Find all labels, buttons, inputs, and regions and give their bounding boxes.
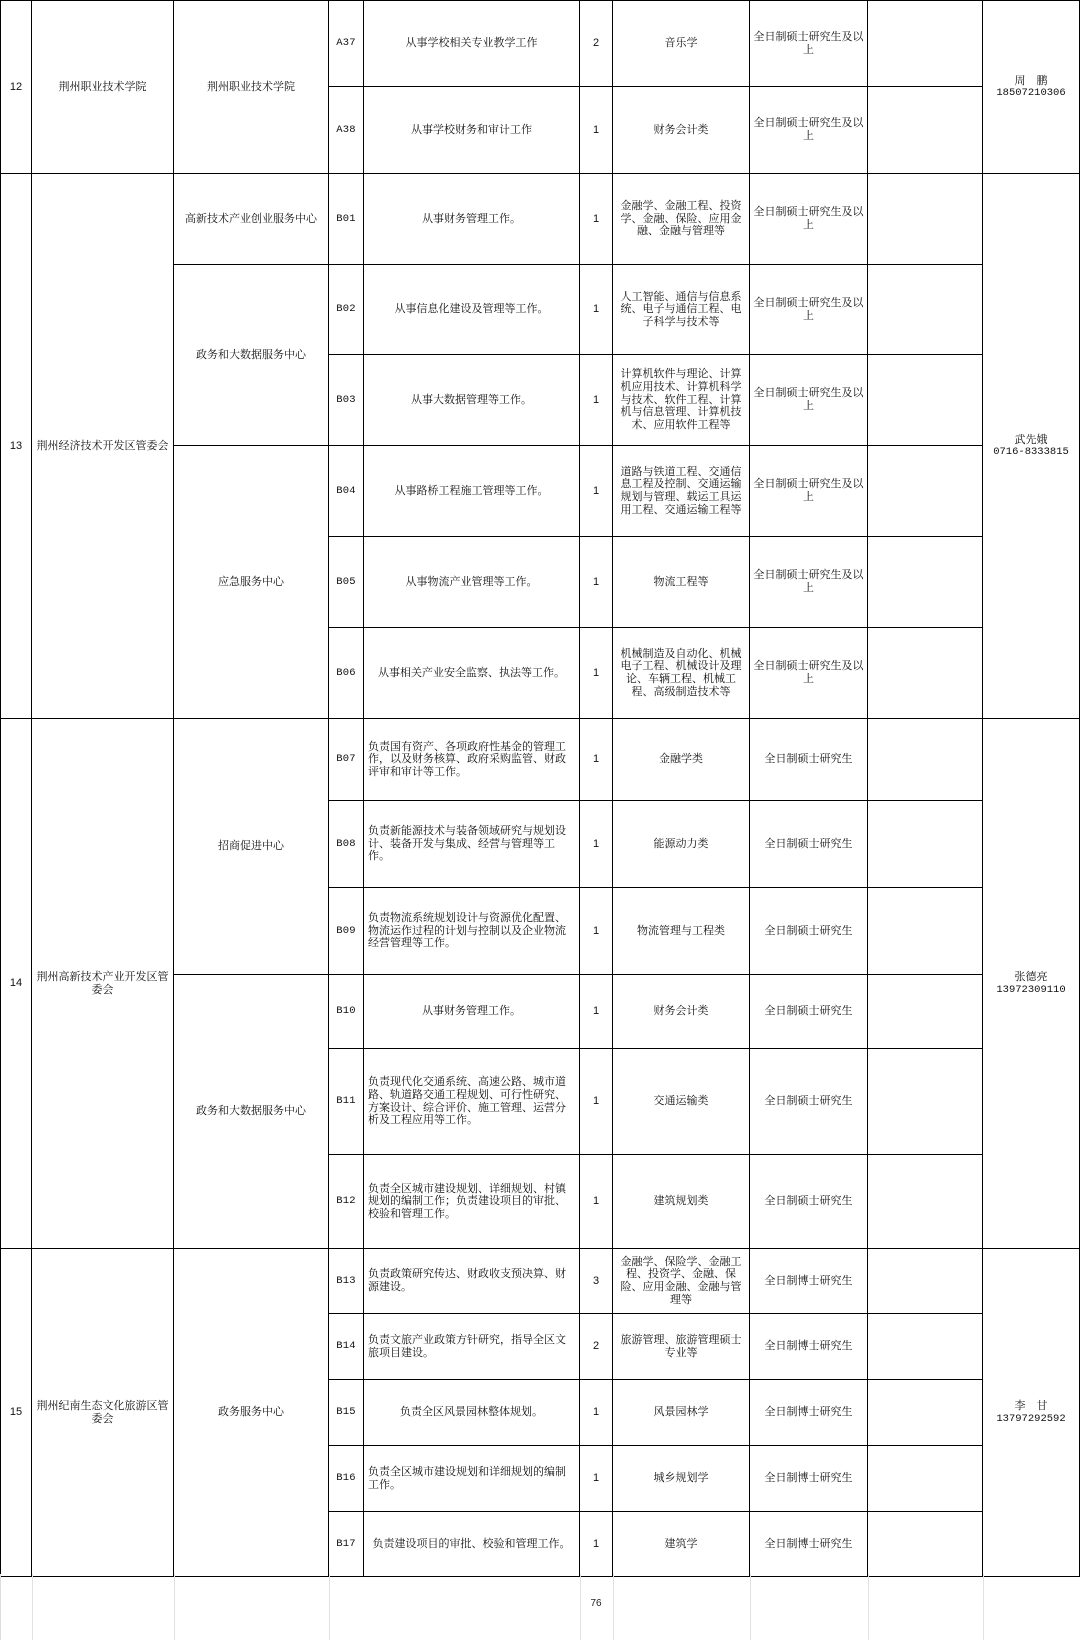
headcount: 1 (580, 355, 613, 446)
major-requirement: 建筑规划类 (613, 1155, 750, 1249)
contact-cell (983, 1249, 1080, 1577)
group-number: 14 (1, 719, 32, 1249)
remarks-cell (868, 265, 983, 355)
major-requirement: 计算机软件与理论、计算机应用技术、计算机科学与技术、软件工程、计算机与信息管理、计算机技术、应用软件工程等 (613, 355, 750, 446)
remarks-cell (868, 537, 983, 628)
remarks-cell (868, 1446, 983, 1512)
contact-phone: 0716-8333815 (993, 446, 1069, 459)
major-requirement: 物流工程等 (613, 537, 750, 628)
headcount: 1 (580, 1380, 613, 1446)
education-requirement: 全日制硕士研究生 (750, 1049, 868, 1155)
department-name: 政务和大数据服务中心 (174, 265, 329, 446)
education-requirement: 全日制硕士研究生及以上 (750, 265, 868, 355)
major-requirement: 能源动力类 (613, 801, 750, 888)
department-name: 荆州职业技术学院 (174, 1, 329, 174)
major-requirement: 金融学类 (613, 719, 750, 801)
remarks-cell (868, 1155, 983, 1249)
remarks-cell (868, 1512, 983, 1577)
education-requirement: 全日制博士研究生 (750, 1512, 868, 1577)
remarks-cell (868, 446, 983, 537)
job-duty: 从事学校财务和审计工作 (364, 87, 580, 174)
department-name: 招商促进中心 (174, 719, 329, 975)
education-requirement: 全日制硕士研究生及以上 (750, 628, 868, 719)
page-number: 76 (590, 1598, 602, 1609)
contact-phone: 13972309110 (996, 983, 1066, 996)
major-requirement: 交通运输类 (613, 1049, 750, 1155)
major-requirement: 机械制造及自动化、机械电子工程、机械设计及理论、车辆工程、机械工程、高级制造技术等 (613, 628, 750, 719)
education-requirement: 全日制博士研究生 (750, 1314, 868, 1380)
headcount: 1 (580, 1049, 613, 1155)
department-name: 高新技术产业创业服务中心 (174, 174, 329, 265)
group-number: 13 (1, 174, 32, 719)
contact-cell (983, 174, 1080, 719)
unit-name: 荆州职业技术学院 (32, 1, 174, 174)
department-name: 政务服务中心 (174, 1249, 329, 1577)
education-requirement: 全日制硕士研究生 (750, 888, 868, 975)
job-duty: 从事信息化建设及管理等工作。 (364, 265, 580, 355)
position-code: B01 (329, 174, 364, 265)
job-duty: 从事财务管理工作。 (364, 975, 580, 1049)
position-code: B15 (329, 1380, 364, 1446)
position-code: B02 (329, 265, 364, 355)
job-duty: 负责物流系统规划设计与资源优化配置、物流运作过程的计划与控制以及企业物流经营管理等工作。 (364, 888, 580, 975)
position-code: B09 (329, 888, 364, 975)
job-duty: 负责政策研究传达、财政收支预决算、财源建设。 (364, 1249, 580, 1314)
headcount: 1 (580, 265, 613, 355)
headcount: 1 (580, 975, 613, 1049)
contact-name: 周 鹏 (1014, 73, 1048, 87)
education-requirement: 全日制硕士研究生及以上 (750, 1, 868, 87)
remarks-cell (868, 801, 983, 888)
major-requirement: 旅游管理、旅游管理硕士专业等 (613, 1314, 750, 1380)
education-requirement: 全日制博士研究生 (750, 1380, 868, 1446)
position-code: B05 (329, 537, 364, 628)
department-name: 政务和大数据服务中心 (174, 975, 329, 1249)
headcount: 1 (580, 537, 613, 628)
headcount: 1 (580, 1155, 613, 1249)
headcount: 1 (580, 1446, 613, 1512)
job-duty: 从事大数据管理等工作。 (364, 355, 580, 446)
major-requirement: 物流管理与工程类 (613, 888, 750, 975)
headcount: 1 (580, 87, 613, 174)
table-row (1, 719, 1080, 801)
position-code: B14 (329, 1314, 364, 1380)
job-duty: 负责全区城市建设规划、详细规划、村镇规划的编制工作；负责建设项目的审批、校验和管理工作。 (364, 1155, 580, 1249)
contact-phone: 13797292592 (996, 1412, 1066, 1425)
job-duty: 从事学校相关专业教学工作 (364, 1, 580, 87)
education-requirement: 全日制硕士研究生及以上 (750, 537, 868, 628)
position-code: B06 (329, 628, 364, 719)
position-code: B13 (329, 1249, 364, 1314)
remarks-cell (868, 888, 983, 975)
remarks-cell (868, 355, 983, 446)
remarks-cell (868, 87, 983, 174)
major-requirement: 财务会计类 (613, 975, 750, 1049)
remarks-cell (868, 719, 983, 801)
major-requirement: 财务会计类 (613, 87, 750, 174)
contact-phone: 18507210306 (996, 87, 1066, 100)
position-code: B16 (329, 1446, 364, 1512)
education-requirement: 全日制硕士研究生及以上 (750, 355, 868, 446)
position-code: A37 (329, 1, 364, 87)
job-duty: 负责国有资产、各项政府性基金的管理工作，以及财务核算、政府采购监管、财政评审和审计等工作。 (364, 719, 580, 801)
job-duty: 负责文旅产业政策方针研究，指导全区文旅项目建设。 (364, 1314, 580, 1380)
major-requirement: 建筑学 (613, 1512, 750, 1577)
remarks-cell (868, 628, 983, 719)
headcount: 1 (580, 446, 613, 537)
headcount: 1 (580, 801, 613, 888)
page-footer (0, 1574, 1079, 1640)
education-requirement: 全日制硕士研究生及以上 (750, 174, 868, 265)
job-duty: 从事物流产业管理等工作。 (364, 537, 580, 628)
remarks-cell (868, 1, 983, 87)
education-requirement: 全日制硕士研究生 (750, 1155, 868, 1249)
remarks-cell (868, 975, 983, 1049)
education-requirement: 全日制硕士研究生 (750, 719, 868, 801)
position-code: B11 (329, 1049, 364, 1155)
headcount: 3 (580, 1249, 613, 1314)
position-code: B17 (329, 1512, 364, 1577)
position-code: B04 (329, 446, 364, 537)
job-duty: 负责建设项目的审批、校验和管理工作。 (364, 1512, 580, 1577)
remarks-cell (868, 1380, 983, 1446)
major-requirement: 金融学、金融工程、投资学、金融、保险、应用金融、金融与管理等 (613, 174, 750, 265)
job-duty: 从事路桥工程施工管理等工作。 (364, 446, 580, 537)
contact-cell (983, 1, 1080, 174)
headcount: 1 (580, 1512, 613, 1577)
education-requirement: 全日制博士研究生 (750, 1249, 868, 1314)
position-code: B12 (329, 1155, 364, 1249)
education-requirement: 全日制博士研究生 (750, 1446, 868, 1512)
education-requirement: 全日制硕士研究生及以上 (750, 446, 868, 537)
major-requirement: 金融学、保险学、金融工程、投资学、金融、保险、应用金融、金融与管理等 (613, 1249, 750, 1314)
position-code: B10 (329, 975, 364, 1049)
contact-cell (983, 719, 1080, 1249)
headcount: 1 (580, 174, 613, 265)
unit-name: 荆州经济技术开发区管委会 (32, 174, 174, 719)
major-requirement: 音乐学 (613, 1, 750, 87)
major-requirement: 道路与铁道工程、交通信息工程及控制、交通运输规划与管理、载运工具运用工程、交通运输工程等 (613, 446, 750, 537)
headcount: 1 (580, 888, 613, 975)
headcount: 2 (580, 1, 613, 87)
job-duty: 负责新能源技术与装备领域研究与规划设计、装备开发与集成、经营与管理等工作。 (364, 801, 580, 888)
education-requirement: 全日制硕士研究生及以上 (750, 87, 868, 174)
job-duty: 负责现代化交通系统、高速公路、城市道路、轨道路交通工程规划、可行性研究、方案设计、综合评价、施工管理、运营分析及工程应用等工作。 (364, 1049, 580, 1155)
position-code: B07 (329, 719, 364, 801)
position-code: A38 (329, 87, 364, 174)
contact-name: 李 甘 (1014, 1399, 1048, 1413)
remarks-cell (868, 174, 983, 265)
group-number: 12 (1, 1, 32, 174)
job-duty: 从事财务管理工作。 (364, 174, 580, 265)
education-requirement: 全日制硕士研究生 (750, 801, 868, 888)
department-name: 应急服务中心 (174, 446, 329, 719)
table-row (1, 1, 1080, 87)
contact-name: 武先娥 (1014, 432, 1048, 446)
unit-name: 荆州纪南生态文化旅游区管委会 (32, 1249, 174, 1577)
headcount: 2 (580, 1314, 613, 1380)
major-requirement: 风景园林学 (613, 1380, 750, 1446)
job-duty: 负责全区风景园林整体规划。 (364, 1380, 580, 1446)
position-code: B08 (329, 801, 364, 888)
group-number: 15 (1, 1249, 32, 1577)
major-requirement: 城乡规划学 (613, 1446, 750, 1512)
table-body (1, 1, 1080, 1577)
position-code: B03 (329, 355, 364, 446)
remarks-cell (868, 1314, 983, 1380)
major-requirement: 人工智能、通信与信息系统、电子与通信工程、电子科学与技术等 (613, 265, 750, 355)
table-row (1, 1249, 1080, 1314)
remarks-cell (868, 1049, 983, 1155)
table-row (1, 174, 1080, 265)
headcount: 1 (580, 628, 613, 719)
headcount: 1 (580, 719, 613, 801)
unit-name: 荆州高新技术产业开发区管委会 (32, 719, 174, 1249)
job-duty: 从事相关产业安全监察、执法等工作。 (364, 628, 580, 719)
remarks-cell (868, 1249, 983, 1314)
contact-name: 张德亮 (1014, 970, 1048, 984)
job-duty: 负责全区城市建设规划和详细规划的编制工作。 (364, 1446, 580, 1512)
education-requirement: 全日制硕士研究生 (750, 975, 868, 1049)
